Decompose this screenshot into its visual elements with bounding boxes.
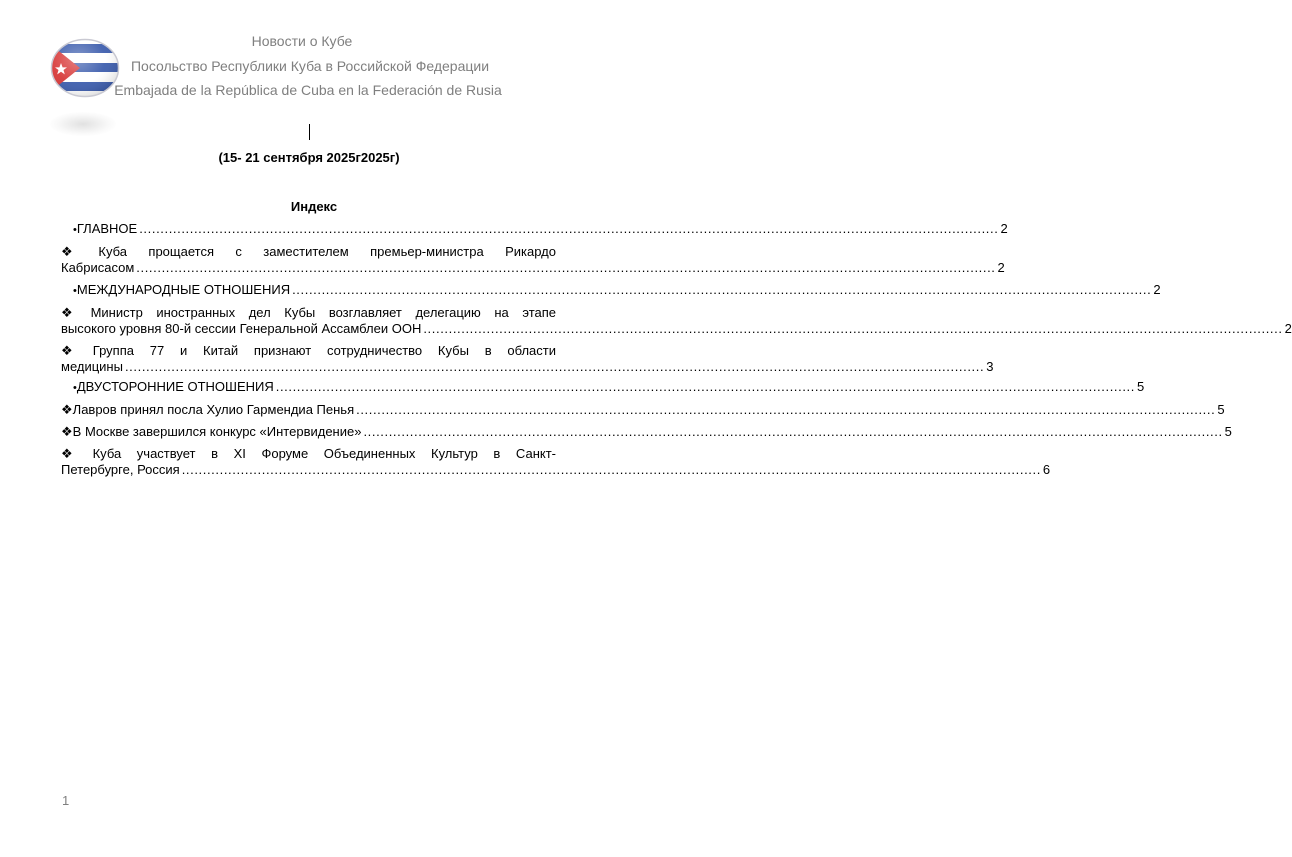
header-news-title: Новости о Кубе xyxy=(251,33,353,49)
date-range: (15- 21 сентября 2025г2025г) xyxy=(218,150,400,165)
toc-entry-text[interactable]: ГЛАВНОЕ xyxy=(76,221,138,236)
toc-entry-text[interactable]: Лавров принял посла Хулио Гармендиа Пенья xyxy=(72,402,355,417)
toc-entry-text-cont[interactable]: высокого уровня 80-й сессии Генеральной Ассамблеи ООН xyxy=(61,321,422,336)
index-title: Индекс xyxy=(290,199,338,214)
toc-entry-text[interactable]: Куба участвует в XI Форуме Объединенных Культур в Санкт- xyxy=(92,446,556,461)
header-embassy-ru: Посольство Республики Куба в Российской Федерации xyxy=(130,58,490,74)
toc-entry-text[interactable]: Куба прощается с заместителем премьер-министра Рикардо xyxy=(98,244,556,259)
toc-page-number: 5 xyxy=(1217,402,1225,417)
bullet-icon: • xyxy=(73,382,77,394)
toc-entry-text[interactable]: Группа 77 и Китай признают сотрудничество Кубы в области xyxy=(92,343,556,358)
toc-entry-intervision[interactable] xyxy=(61,424,1232,440)
header-embassy-es: Embajada de la República de Cuba en la Federación de Rusia xyxy=(114,82,502,98)
toc-entry-lavrov[interactable] xyxy=(61,402,1225,418)
bullet-icon: • xyxy=(73,224,77,236)
dot-leader: ............................................................................................................................................................................................................ xyxy=(275,379,1135,394)
toc-page-number: 3 xyxy=(986,359,994,374)
toc-entry-foreign-minister[interactable] xyxy=(61,305,1292,337)
toc-entry-text[interactable]: Министр иностранных дел Кубы возглавляет делегацию на этапе xyxy=(90,305,556,320)
toc-entry-text[interactable]: В Москве завершился конкурс «Интервидение» xyxy=(72,424,362,439)
toc-entry-g77-china[interactable] xyxy=(61,343,994,375)
diamond-bullet-icon: ❖ xyxy=(61,343,73,358)
toc-entry-text-cont[interactable]: Петербурге, Россия xyxy=(61,462,180,477)
dot-leader: ............................................................................................................................................................................................................ xyxy=(124,359,985,374)
toc-entry-bilateral[interactable] xyxy=(61,379,1145,396)
dot-leader: ............................................................................................................................................................................................................ xyxy=(139,221,999,236)
toc-entry-main[interactable] xyxy=(61,221,1008,238)
toc-page-number: 5 xyxy=(1136,379,1145,394)
toc-entry-cabrisas[interactable] xyxy=(61,244,1005,276)
toc-page-number: 2 xyxy=(1153,282,1161,297)
diamond-bullet-icon: ❖ xyxy=(61,446,73,461)
toc-entry-text[interactable]: МЕЖДУНАРОДНЫЕ ОТНОШЕНИЯ xyxy=(76,282,291,297)
dot-leader: ............................................................................................................................................................................................................ xyxy=(363,424,1223,439)
toc-page-number: 5 xyxy=(1224,424,1232,439)
dot-leader: ............................................................................................................................................................................................................ xyxy=(292,282,1152,297)
table-of-contents xyxy=(61,221,1292,478)
toc-entry-text[interactable]: ДВУСТОРОННИЕ ОТНОШЕНИЯ xyxy=(76,379,274,394)
toc-page-number: 2 xyxy=(1000,221,1008,236)
logo-reflection xyxy=(50,112,116,136)
dot-leader: ............................................................................................................................................................................................................ xyxy=(181,462,1041,477)
toc-page-number: 6 xyxy=(1042,462,1051,477)
diamond-bullet-icon: ❖ xyxy=(61,424,73,439)
text-cursor xyxy=(309,124,310,140)
toc-entry-text-cont[interactable]: Кабрисасом xyxy=(61,260,135,275)
dot-leader: ............................................................................................................................................................................................................ xyxy=(356,402,1216,417)
toc-entry-united-cultures-forum[interactable] xyxy=(61,446,1051,478)
toc-entry-international[interactable] xyxy=(61,282,1161,299)
page-number: 1 xyxy=(62,793,70,808)
diamond-bullet-icon: ❖ xyxy=(61,305,73,320)
diamond-bullet-icon: ❖ xyxy=(61,244,73,259)
toc-entry-text-cont[interactable]: медицины xyxy=(61,359,123,374)
bullet-icon: • xyxy=(73,285,77,297)
diamond-bullet-icon: ❖ xyxy=(61,402,73,417)
toc-page-number: 2 xyxy=(1284,321,1292,336)
dot-leader: ............................................................................................................................................................................................................ xyxy=(136,260,996,275)
dot-leader: ............................................................................................................................................................................................................ xyxy=(423,321,1283,336)
toc-page-number: 2 xyxy=(997,260,1005,275)
